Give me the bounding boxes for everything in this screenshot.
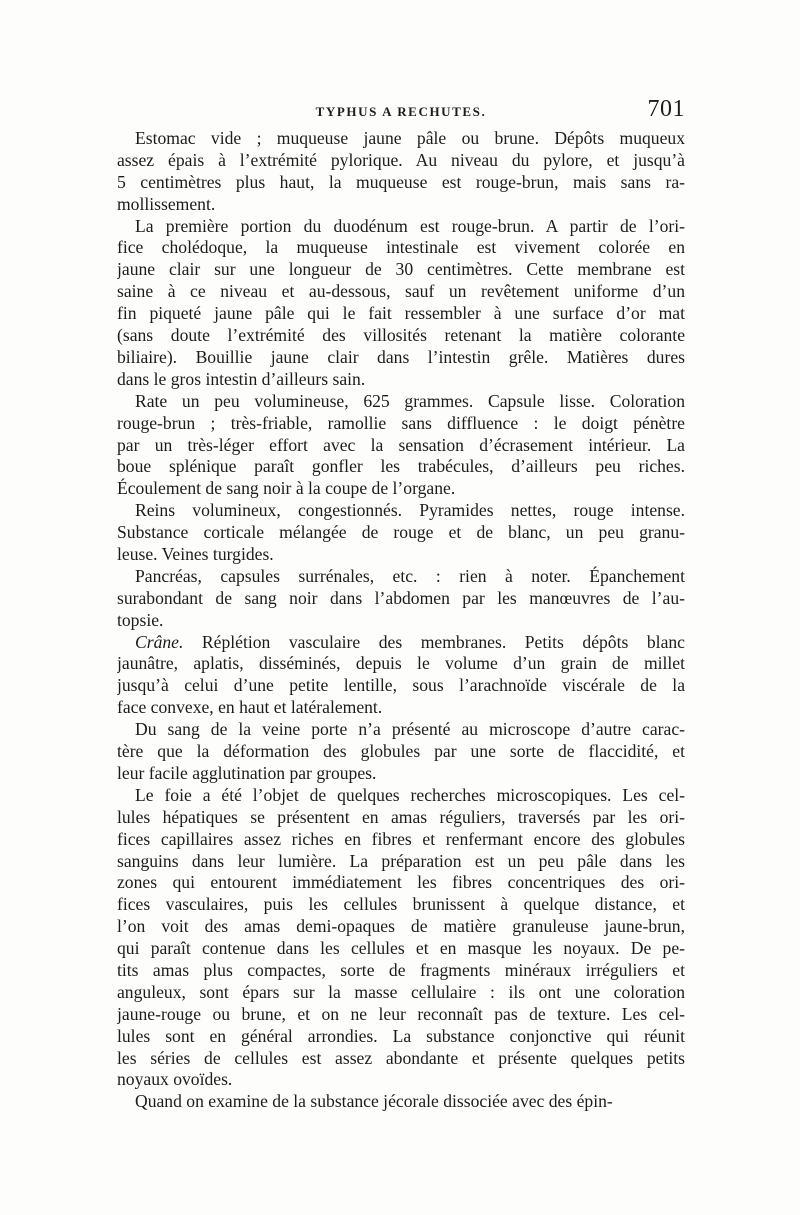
line-text: biliaire). Bouillie jaune clair dans l’intestin grêle. Matières dures xyxy=(117,346,685,367)
text-line xyxy=(117,610,685,632)
line-text: dans le gros intestin d’ailleurs sain. xyxy=(117,368,366,389)
text-line xyxy=(117,391,685,413)
page-number: 701 xyxy=(647,96,685,122)
text-line xyxy=(117,566,685,588)
text-line xyxy=(117,281,685,303)
line-text: noyaux ovoïdes. xyxy=(117,1069,233,1090)
text-line xyxy=(117,653,685,675)
line-text: jusqu’à celui d’une petite lentille, sous l’arachnoïde viscérale de la xyxy=(117,675,685,696)
text-line xyxy=(117,719,685,741)
text-line xyxy=(117,697,685,719)
running-title: TYPHUS A RECHUTES. xyxy=(315,104,487,119)
line-text: l’on voit des amas demi-opaques de matière granuleuse jaune-brun, xyxy=(117,916,685,937)
text-line xyxy=(117,150,685,172)
line-text: saine à ce niveau et au-dessous, sauf un revêtement uniforme d’un xyxy=(117,281,685,302)
line-text: jaune clair sur une longueur de 30 centimètres. Cette membrane est xyxy=(117,259,685,280)
text-line xyxy=(117,347,685,369)
text-line xyxy=(117,172,685,194)
text-line xyxy=(117,522,685,544)
line-text: fices capillaires assez riches en fibres et renfermant encore des globules xyxy=(117,828,685,849)
text-line xyxy=(117,237,685,259)
line-text: boue splénique paraît gonfler les trabécules, d’ailleurs peu riches. xyxy=(117,456,685,477)
paragraph xyxy=(117,566,685,632)
line-text: fin piqueté jaune pâle qui le fait ressembler à une surface d’or mat xyxy=(117,303,685,324)
line-text: Pancréas, capsules surrénales, etc. : rien à noter. Épanchement xyxy=(135,565,685,586)
text-line xyxy=(117,325,685,347)
text-line xyxy=(117,216,685,238)
text-line xyxy=(117,128,685,150)
text-line xyxy=(117,872,685,894)
paragraph xyxy=(117,500,685,566)
line-text: leuse. Veines turgides. xyxy=(117,543,274,564)
text-line xyxy=(117,1048,685,1070)
line-text: fices vasculaires, puis les cellules brunissent à quelque distance, et xyxy=(117,894,685,915)
section-lead: Crâne. xyxy=(135,631,184,652)
text-line xyxy=(117,259,685,281)
text-line xyxy=(117,369,685,391)
line-text: lules sont en général arrondies. La substance conjonctive qui réunit xyxy=(117,1025,685,1046)
line-text: Rate un peu volumineuse, 625 grammes. Capsule lisse. Coloration xyxy=(135,390,685,411)
text-line xyxy=(117,763,685,785)
line-text: Du sang de la veine porte n’a présenté au microscope d’autre carac- xyxy=(135,719,685,740)
text-line xyxy=(117,413,685,435)
text-line xyxy=(117,1091,685,1113)
line-text: Le foie a été l’objet de quelques recherches microscopiques. Les cel- xyxy=(135,784,685,805)
text-line xyxy=(117,194,685,216)
paragraph xyxy=(117,632,685,720)
line-text: Estomac vide ; muqueuse jaune pâle ou brune. Dépôts muqueux xyxy=(135,128,685,148)
line-text: Quand on examine de la substance jécorale dissociée avec des épin- xyxy=(135,1091,613,1112)
paragraph xyxy=(117,1091,685,1113)
text-line xyxy=(117,982,685,1004)
text-line xyxy=(117,303,685,325)
text-line xyxy=(117,1004,685,1026)
line-text: rouge-brun ; très-friable, ramollie sans diffluence : le doigt pénètre xyxy=(117,412,685,433)
line-text: anguleux, sont épars sur la masse cellulaire : ils ont une coloration xyxy=(117,981,685,1002)
text-line xyxy=(117,938,685,960)
line-text: Reins volumineux, congestionnés. Pyramides nettes, rouge intense. xyxy=(135,500,685,521)
line-text: jaunâtre, aplatis, disséminés, depuis le volume d’un grain de millet xyxy=(117,653,685,674)
text-line xyxy=(117,851,685,873)
line-text: mollissement. xyxy=(117,193,216,214)
text-line xyxy=(117,785,685,807)
text-line xyxy=(117,544,685,566)
line-text: Réplétion vasculaire des membranes. Petits dépôts blanc xyxy=(183,631,685,652)
text-line xyxy=(117,456,685,478)
line-text: Substance corticale mélangée de rouge et de blanc, un peu granu- xyxy=(117,522,685,543)
text-line xyxy=(117,1069,685,1091)
line-text: topsie. xyxy=(117,609,164,630)
body-text xyxy=(117,128,685,1113)
line-text: par un très-léger effort avec la sensation d’écrasement intérieur. La xyxy=(117,434,685,455)
line-text: tits amas plus compactes, sorte de fragments minéraux irréguliers et xyxy=(117,959,685,980)
paragraph xyxy=(117,391,685,500)
text-line xyxy=(117,478,685,500)
text-line xyxy=(117,588,685,610)
paragraph xyxy=(117,216,685,391)
line-text: Écoulement de sang noir à la coupe de l’organe. xyxy=(117,478,456,499)
line-text: 5 centimètres plus haut, la muqueuse est rouge-brun, mais sans ra- xyxy=(117,171,685,192)
text-line xyxy=(117,1026,685,1048)
running-head xyxy=(117,96,685,130)
line-text: lules hépatiques se présentent en amas réguliers, traversés par les ori- xyxy=(117,806,685,827)
text-line xyxy=(117,916,685,938)
text-line xyxy=(117,632,685,654)
line-text: jaune-rouge ou brune, et on ne leur reconnaît pas de texture. Les cel- xyxy=(117,1003,685,1024)
line-text: leur facile agglutination par groupes. xyxy=(117,762,377,783)
line-text: (sans doute l’extrémité des villosités retenant la matière colorante xyxy=(117,325,685,346)
line-text: qui paraît contenue dans les cellules et en masque les noyaux. De pe- xyxy=(117,938,685,959)
text-line xyxy=(117,675,685,697)
line-text: La première portion du duodénum est rouge-brun. A partir de l’ori- xyxy=(135,215,685,236)
paragraph xyxy=(117,785,685,1091)
line-text: fice cholédoque, la muqueuse intestinale est vivement colorée en xyxy=(117,237,685,258)
text-line xyxy=(117,741,685,763)
text-line xyxy=(117,960,685,982)
line-text: tère que la déformation des globules par une sorte de flaccidité, et xyxy=(117,741,685,762)
text-line xyxy=(117,807,685,829)
line-text: face convexe, en haut et latéralement. xyxy=(117,697,383,718)
paragraph xyxy=(117,128,685,216)
line-text: zones qui entourent immédiatement les fibres concentriques des ori- xyxy=(117,872,685,893)
text-line xyxy=(117,500,685,522)
text-line xyxy=(117,894,685,916)
line-text: assez épais à l’extrémité pylorique. Au niveau du pylore, et jusqu’à xyxy=(117,149,685,170)
line-text: les séries de cellules est assez abondante et présente quelques petits xyxy=(117,1047,685,1068)
paragraph xyxy=(117,719,685,785)
text-line xyxy=(117,435,685,457)
line-text: sanguins dans leur lumière. La préparation est un peu pâle dans les xyxy=(117,850,685,871)
text-line xyxy=(117,829,685,851)
line-text: surabondant de sang noir dans l’abdomen par les manœuvres de l’au- xyxy=(117,587,685,608)
